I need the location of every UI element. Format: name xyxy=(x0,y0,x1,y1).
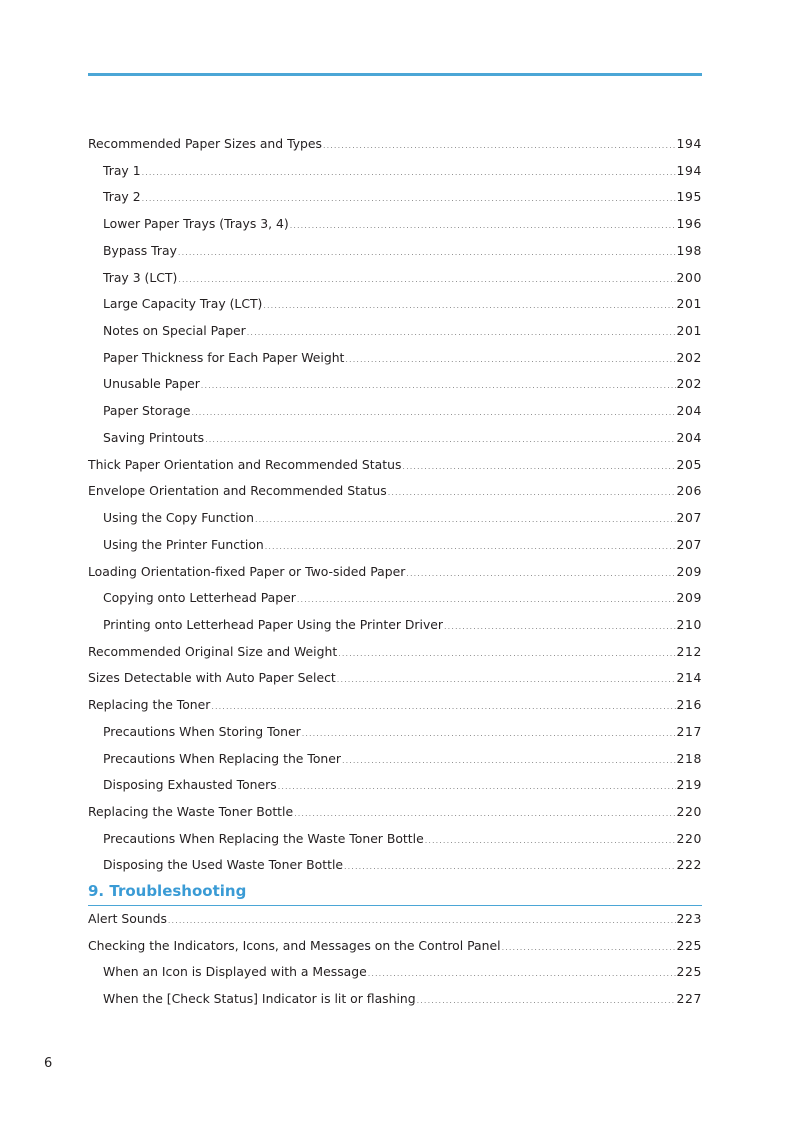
toc-entry-page: 202 xyxy=(676,349,702,365)
dot-leader xyxy=(406,561,675,588)
dot-leader xyxy=(345,347,675,374)
dot-leader xyxy=(211,694,675,721)
toc-subentry[interactable] xyxy=(88,265,702,292)
toc-entry-title: Large Capacity Tray (LCT) xyxy=(103,296,263,312)
toc-entry-page: 201 xyxy=(676,323,702,339)
toc-entry-page: 209 xyxy=(676,590,702,606)
toc-entry-page: 196 xyxy=(676,216,702,232)
dot-leader xyxy=(502,935,676,962)
toc-entry-page: 212 xyxy=(676,643,702,659)
dot-leader xyxy=(368,961,676,988)
dot-leader xyxy=(342,748,676,775)
dot-leader xyxy=(201,373,676,400)
dot-leader xyxy=(444,614,676,641)
toc-subentry[interactable] xyxy=(88,585,702,612)
toc-entry-page: 220 xyxy=(676,803,702,819)
toc-entry-title: Checking the Indicators, Icons, and Messages on the Control Panel xyxy=(88,937,501,953)
dot-leader xyxy=(402,454,675,481)
toc-entry-page: 207 xyxy=(676,510,702,526)
toc-entry-page: 202 xyxy=(676,376,702,392)
toc-entry-title: Paper Thickness for Each Paper Weight xyxy=(103,349,345,365)
toc-entry-title: Envelope Orientation and Recommended Status xyxy=(88,483,387,499)
toc-entry-title: Precautions When Replacing the Toner xyxy=(103,750,341,766)
dot-leader xyxy=(247,320,676,347)
dot-leader xyxy=(290,213,676,240)
toc-entry-page: 225 xyxy=(676,964,702,980)
toc-subentry[interactable] xyxy=(88,371,702,398)
toc-entry-title: Tray 2 xyxy=(103,189,141,205)
dot-leader xyxy=(388,480,676,507)
toc-entry-title: Sizes Detectable with Auto Paper Select xyxy=(88,670,336,686)
toc-subentry[interactable] xyxy=(88,612,702,639)
toc-entry[interactable] xyxy=(88,559,702,586)
toc-entry-title: Using the Copy Function xyxy=(103,510,254,526)
toc-entry-title: Copying onto Letterhead Paper xyxy=(103,590,296,606)
toc-entry-title: Disposing the Used Waste Toner Bottle xyxy=(103,857,344,873)
toc-subentry[interactable] xyxy=(88,398,702,425)
dot-leader xyxy=(178,240,676,267)
toc-entry-title: Disposing Exhausted Toners xyxy=(103,777,277,793)
toc-entry[interactable] xyxy=(88,665,702,692)
toc-entry-page: 219 xyxy=(676,777,702,793)
toc-entry-page: 204 xyxy=(676,403,702,419)
toc-entry-title: Precautions When Storing Toner xyxy=(103,723,301,739)
toc-entry-title: Notes on Special Paper xyxy=(103,323,246,339)
toc-entry-title: Printing onto Letterhead Paper Using the Printer Driver xyxy=(103,616,444,632)
toc-entry-title: Bypass Tray xyxy=(103,242,177,258)
toc-subentry[interactable] xyxy=(88,532,702,559)
toc-entry-title: Replacing the Waste Toner Bottle xyxy=(88,803,294,819)
toc-entry-page: 217 xyxy=(676,723,702,739)
toc-entry[interactable] xyxy=(88,639,702,666)
toc-subentry[interactable] xyxy=(88,238,702,265)
dot-leader xyxy=(265,534,676,561)
toc-entry-title: Recommended Paper Sizes and Types xyxy=(88,136,322,151)
toc-entry-page: 198 xyxy=(676,242,702,258)
dot-leader xyxy=(255,507,676,534)
toc-entry-title: Unusable Paper xyxy=(103,376,200,392)
dot-leader xyxy=(263,293,675,320)
toc-entry-page: 209 xyxy=(676,563,702,579)
dot-leader xyxy=(337,667,676,694)
toc-entry[interactable] xyxy=(88,692,702,719)
dot-leader xyxy=(344,854,676,881)
toc-entry-page: 205 xyxy=(676,456,702,472)
toc-entry-page: 201 xyxy=(676,296,702,312)
toc-entry[interactable] xyxy=(88,906,702,933)
toc-entry-title: Alert Sounds xyxy=(88,910,167,926)
toc-entry[interactable] xyxy=(88,478,702,505)
toc-subentry[interactable] xyxy=(88,852,702,879)
toc-entry-title: Lower Paper Trays (Trays 3, 4) xyxy=(103,216,289,232)
toc-subentry[interactable] xyxy=(88,345,702,372)
toc-entry-title: Tray 1 xyxy=(103,162,141,178)
toc-entry-page: 222 xyxy=(676,857,702,873)
dot-leader xyxy=(425,828,676,855)
toc-subentry[interactable] xyxy=(88,772,702,799)
toc-entry-page: 223 xyxy=(676,910,702,926)
dot-leader xyxy=(294,801,675,828)
toc-entry-page: 218 xyxy=(676,750,702,766)
toc-entry-title: When the [Check Status] Indicator is lit or flashing xyxy=(103,991,416,1006)
dot-leader xyxy=(302,721,676,748)
page-number: 6 xyxy=(44,1056,53,1071)
dot-leader xyxy=(338,641,675,668)
dot-leader xyxy=(142,160,676,187)
dot-leader xyxy=(278,774,676,801)
toc-subentry[interactable] xyxy=(88,291,702,318)
toc-entry-title: Loading Orientation-fixed Paper or Two-sided Paper xyxy=(88,563,406,579)
toc-entry-page: 206 xyxy=(676,483,702,499)
toc-entry-page: 194 xyxy=(676,136,702,151)
toc-subentry[interactable] xyxy=(88,746,702,773)
toc-entry-page: 220 xyxy=(676,830,702,846)
toc-entry-title: Saving Printouts xyxy=(103,429,205,445)
dot-leader xyxy=(323,133,676,160)
toc-subentry[interactable] xyxy=(88,425,702,452)
toc-entry-page: 195 xyxy=(676,189,702,205)
toc-entry-title: Replacing the Toner xyxy=(88,697,211,713)
toc-subentry[interactable] xyxy=(88,158,702,185)
chapter-heading[interactable]: 9. Troubleshooting xyxy=(88,879,702,906)
toc-entry-title: Tray 3 (LCT) xyxy=(103,269,178,285)
toc-entry[interactable] xyxy=(88,933,702,960)
toc-subentry[interactable] xyxy=(88,959,702,986)
toc-entry-title: Paper Storage xyxy=(103,403,191,419)
dot-leader xyxy=(297,587,676,614)
toc-entry-title: Using the Printer Function xyxy=(103,536,264,552)
toc-entry-title: Thick Paper Orientation and Recommended Status xyxy=(88,456,402,472)
toc-entry-page: 204 xyxy=(676,429,702,445)
dot-leader xyxy=(417,988,676,1015)
toc-subentry[interactable] xyxy=(88,505,702,532)
table-of-contents xyxy=(88,131,702,1013)
toc-entry-title: When an Icon is Displayed with a Message xyxy=(103,964,367,980)
toc-entry-page: 214 xyxy=(676,670,702,686)
dot-leader xyxy=(178,267,675,294)
dot-leader xyxy=(142,186,676,213)
toc-entry-title: Precautions When Replacing the Waste Toner Bottle xyxy=(103,830,424,846)
toc-entry-page: 194 xyxy=(676,162,702,178)
toc-entry-page: 207 xyxy=(676,536,702,552)
header-rule xyxy=(88,73,702,76)
toc-entry[interactable] xyxy=(88,452,702,479)
toc-subentry[interactable] xyxy=(88,719,702,746)
toc-subentry[interactable] xyxy=(88,184,702,211)
toc-entry[interactable] xyxy=(88,799,702,826)
toc-entry[interactable] xyxy=(88,131,702,158)
toc-entry-page: 210 xyxy=(676,616,702,632)
dot-leader xyxy=(192,400,676,427)
toc-entry-page: 225 xyxy=(676,937,702,953)
dot-leader xyxy=(168,908,676,935)
toc-entry-page: 200 xyxy=(676,269,702,285)
toc-subentry[interactable] xyxy=(88,318,702,345)
toc-subentry[interactable] xyxy=(88,211,702,238)
dot-leader xyxy=(205,427,675,454)
toc-entry-page: 216 xyxy=(676,697,702,713)
toc-subentry[interactable] xyxy=(88,986,702,1013)
toc-entry-title: Recommended Original Size and Weight xyxy=(88,643,338,659)
toc-entry-page: 227 xyxy=(676,991,702,1006)
toc-subentry[interactable] xyxy=(88,826,702,853)
